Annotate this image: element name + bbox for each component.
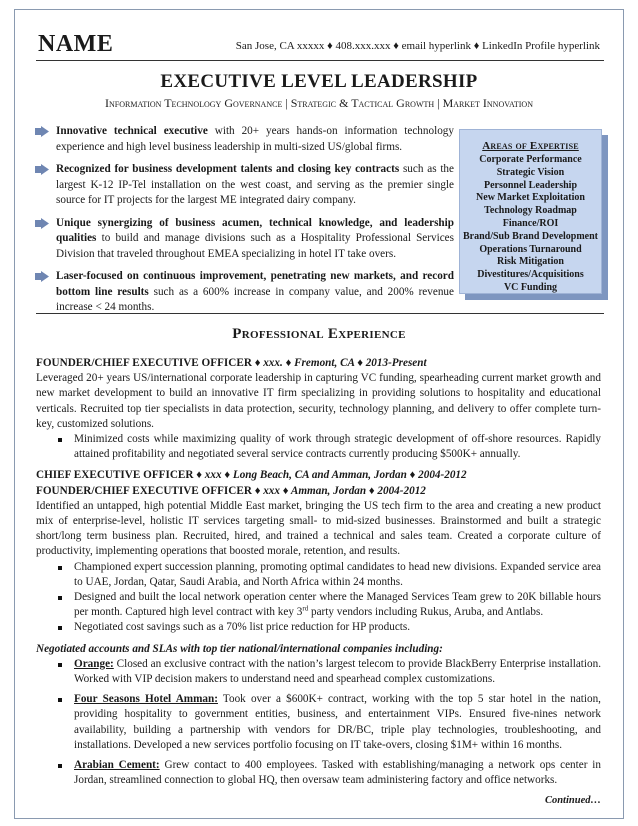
- bullet-text: party vendors including Rukus, Aruba, and Antlabs.: [308, 606, 544, 619]
- square-bullet-icon: [58, 698, 62, 702]
- job-meta: ♦ xxx ♦ Long Beach, CA and Amman, Jordan ♦ 2004-2012: [193, 469, 467, 482]
- list-item: [36, 560, 601, 590]
- bullet-text: Minimized costs while maximizing quality of work through strategic development of off-shore resources. Rapidly attained profitability and negotiated several service contracts currently producing $500K+ annually.: [74, 433, 601, 461]
- expertise-box: [459, 129, 602, 294]
- continued-label: Continued…: [544, 795, 601, 807]
- bullet-text: Championed expert succession planning, promoting optimal candidates to head new divisions. Expanded service area to UAE, Jordan, Qatar, Saudi Arabia, and North Africa within 24 months.: [74, 560, 601, 588]
- job-title: FOUNDER/CHIEF EXECUTIVE OFFICER: [36, 484, 252, 497]
- candidate-name: NAME: [38, 31, 114, 57]
- expertise-item: Divestitures/Acquisitions: [477, 269, 584, 281]
- summary-item-lead: Innovative technical executive: [56, 125, 208, 137]
- job-description: Identified an untapped, high potential Middle East market, bringing the US tech firm to the area and creating a new product mix of enterprise-level, holistic IT services targeting small- to mid-sized businesses. Brainstormed and built a strategic short/long term business plan. Recruited, hired, and trained a technical and sales team. Created a corporate culture of productivity, implementing operations that boosted morale, retention, and results.: [36, 499, 601, 558]
- summary-item-lead: Laser-focused on continuous improvement, penetrating new markets, and record bottom line results: [56, 270, 454, 298]
- account-name: Orange:: [74, 657, 114, 670]
- summary-list: [34, 124, 454, 323]
- resume-subtitle: Information Technology Governance | Strategic & Tactical Growth | Market Innovation: [105, 96, 533, 110]
- expertise-item: Brand/Sub Brand Development: [462, 230, 599, 242]
- resume-title: EXECUTIVE LEVEL LEADERSHIP: [160, 71, 478, 92]
- expertise-item: Finance/ROI: [502, 217, 559, 229]
- header-rule: [36, 60, 604, 61]
- summary-item-text: with 20+ years hands-on information technology experience and high level business leadership in multi-sized US/global firms.: [56, 125, 454, 153]
- job-bullets: [36, 432, 601, 462]
- job-title-line: [36, 468, 601, 483]
- section-rule: [36, 313, 604, 314]
- list-item: [36, 620, 601, 635]
- square-bullet-icon: [58, 626, 62, 630]
- header: [38, 31, 600, 57]
- square-bullet-icon: [58, 438, 62, 442]
- expertise-item: Corporate Performance: [479, 154, 582, 165]
- list-item: [36, 590, 601, 620]
- arrow-bullet-icon: [34, 271, 50, 282]
- job-title: CHIEF EXECUTIVE OFFICER: [36, 469, 194, 482]
- expertise-item: New Market Exploitation: [476, 192, 585, 204]
- list-item: [36, 432, 601, 462]
- summary-item: [34, 269, 454, 316]
- contact-line: San Jose, CA xxxxx ♦ 408.xxx.xxx ♦ email hyperlink ♦ LinkedIn Profile hyperlink: [235, 40, 600, 52]
- summary-item-text: to build and manage divisions such as a Hospitality Professional Services Division that traveled throughout EMEA specializing in hotel IT take overs.: [56, 232, 454, 260]
- ordinal-suffix: rd: [302, 604, 309, 613]
- expertise-item: Operations Turnaround: [479, 243, 582, 255]
- account-text: Took over a $600K+ contract, working with the top 5 star hotel in the nation, providing hospitality to government entities, business, and entertainment VIPs. Ensured five-nines network availability, building a partnership with vendors for DR/BC, triple play technologies, troubleshooting, and installations. Developed a new services portfolio focusing on IT take-overs, closing $1M+ within 16 months.: [74, 693, 601, 751]
- account-name: Arabian Cement:: [74, 759, 160, 772]
- summary-item-text: such as a 600% increase in company value, and 200% revenue increase < 24 months.: [56, 285, 454, 313]
- arrow-bullet-icon: [34, 164, 50, 175]
- summary-item-lead: Recognized for business development talents and closing key contracts: [56, 163, 400, 175]
- job-description: Leveraged 20+ years US/international corporate leadership in capturing VC funding, spearheading current market growth and new market development to build an innovative IT firm specializing in providing solutions to hospitality and educational verticals. Recruited top tier specialists in data protection, security, technology planning, and delivery to offer complete turn-key, customized solutions.: [36, 372, 601, 430]
- job-title-line: [36, 356, 601, 371]
- list-item: [36, 758, 601, 788]
- list-item: [36, 692, 601, 753]
- summary-item: [34, 216, 454, 263]
- account-text: Grew contact to 400 employees. Tasked with establishing/managing a network ops center in Jordan, streamlined connection to global HQ, then oversaw team administering factory and office networks.: [74, 759, 601, 787]
- expertise-heading: Areas of Expertise: [482, 140, 579, 152]
- summary-item-text: such as the largest K-12 IP-Tel installation on the west coast, and serving as the premier single source for IT projects for the largest ME integrated dairy company.: [56, 163, 454, 206]
- job-meta: ♦ xxx. ♦ Fremont, CA ♦ 2013-Present: [251, 357, 427, 369]
- accounts-heading: Negotiated accounts and SLAs with top tier national/international companies including:: [36, 642, 443, 655]
- job-meta: ♦ xxx ♦ Amman, Jordan ♦ 2004-2012: [251, 484, 426, 497]
- expertise-item: VC Funding: [503, 281, 558, 293]
- job-bullets: [36, 560, 601, 636]
- square-bullet-icon: [58, 566, 62, 570]
- account-text: Closed an exclusive contract with the nation’s largest telecom to provide BlackBerry Enterprise installation. Worked with VIP decision makers to understand need and spearhead complex customizations.: [74, 657, 601, 686]
- job-title-line: [36, 484, 601, 499]
- expertise-item: Strategic Vision: [496, 166, 565, 178]
- expertise-item: Technology Roadmap: [484, 205, 577, 217]
- arrow-bullet-icon: [34, 218, 50, 229]
- bullet-text: Designed and built the local network operation center where the Managed Services Team grew to 20K billable hours per month. Captured high level contract with key 3: [74, 591, 601, 619]
- summary-item: [34, 162, 454, 209]
- experience-heading: Professional Experience: [232, 326, 406, 342]
- job-title: FOUNDER/CHIEF EXECUTIVE OFFICER: [36, 357, 252, 369]
- accounts-list: [36, 657, 601, 789]
- square-bullet-icon: [58, 663, 62, 667]
- square-bullet-icon: [58, 596, 62, 600]
- list-item: [36, 657, 601, 687]
- expertise-item: Risk Mitigation: [497, 256, 564, 268]
- bullet-text: Negotiated cost savings such as a 70% list price reduction for HP products.: [74, 621, 411, 634]
- summary-item-lead: Unique synergizing of business acumen, technical knowledge, and leadership qualities: [56, 216, 454, 244]
- square-bullet-icon: [58, 764, 62, 768]
- summary-item: [34, 124, 454, 155]
- arrow-bullet-icon: [34, 126, 50, 137]
- account-name: Four Seasons Hotel Amman:: [74, 693, 218, 706]
- experience-body: [36, 356, 601, 809]
- expertise-item: Personnel Leadership: [483, 179, 578, 191]
